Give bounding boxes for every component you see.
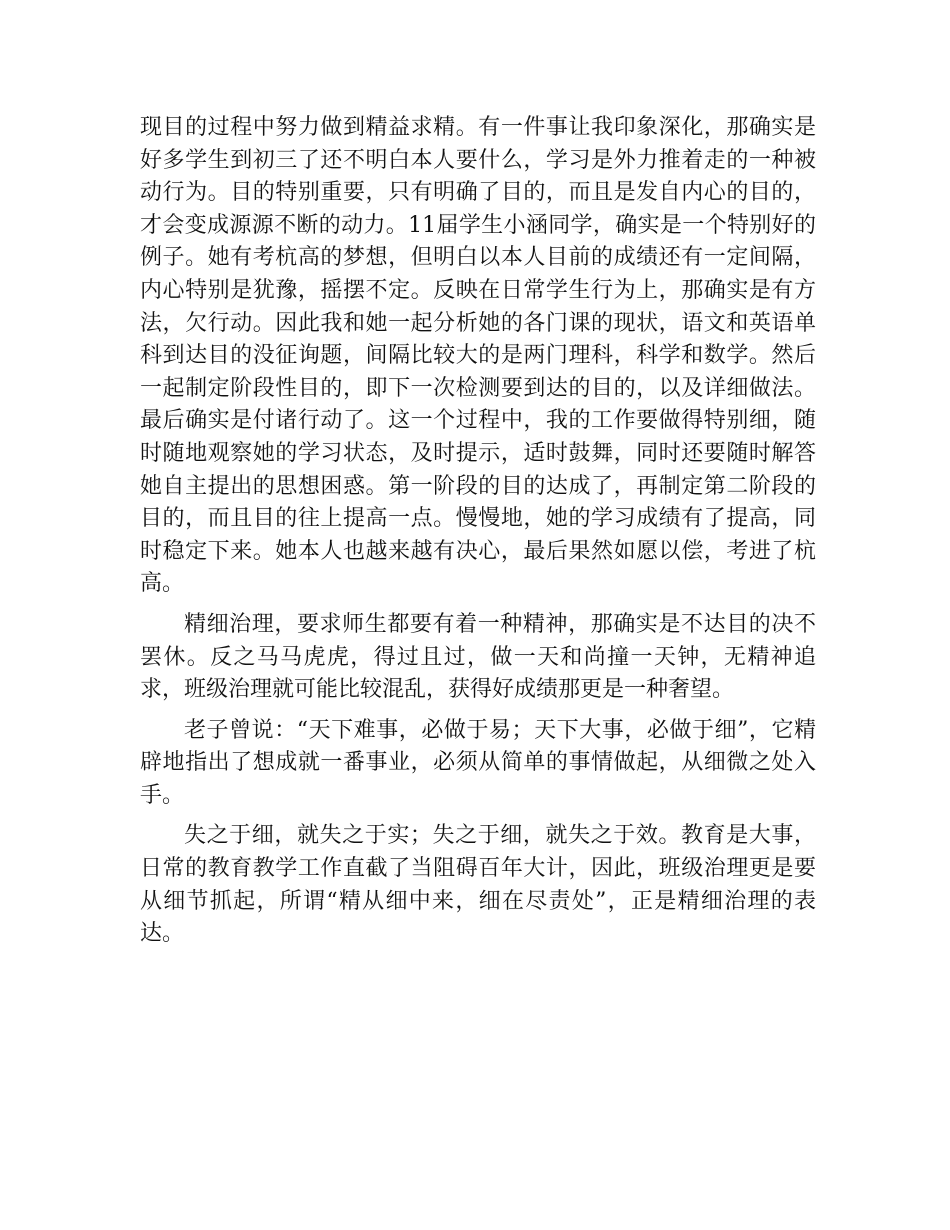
paragraph-conclusion: 失之于细，就失之于实；失之于细，就失之于效。教育是大事，日常的教育教学工作直截了当阻碍百年大计，因此，班级治理更是要从细节抓起，所谓“精从细中来，细在尽责处”，正是精细治理的表达。: [140, 823, 816, 947]
paragraph-laozi-quote: 老子曾说：“天下难事，必做于易；天下大事，必做于细”，它精辟地指出了想成就一番事业，必须从简单的事情做起，从细微之处入手。: [140, 717, 816, 808]
paragraph-continued: 现目的过程中努力做到精益求精。有一件事让我印象深化，那确实是好多学生到初三了还不明白本人要什么，学习是外力推着走的一种被动行为。目的特别重要，只有明确了目的，而且是发自内心的目的，才会变成源源不断的动力。11届学生小涵同学，确实是一个特别好的例子。她有考杭高的梦想，但明白以本人目前的成绩还有一定间隔，内心特别是犹豫，摇摆不定。反映在日常学生行为上，那确实是有方法，欠行动。因此我和她一起分析她的各门课的现状，语文和英语单科到达目的没征询题，间隔比较大的是两门理科，科学和数学。然后一起制定阶段性目的，即下一次检测要到达的目的，以及详细做法。最后确实是付诸行动了。这一个过程中，我的工作要做得特别细，随时随地观察她的学习状态，及时提示，适时鼓舞，同时还要随时解答她自主提出的思想困惑。第一阶段的目的达成了，再制定第二阶段的目的，而且目的往上提高一点。慢慢地，她的学习成绩有了提高，同时稳定下来。她本人也越来越有决心，最后果然如愿以偿，考进了杭高。: [140, 115, 816, 597]
paragraph-fine-management: 精细治理，要求师生都要有着一种精神，那确实是不达目的决不罢休。反之马马虎虎，得过且过，做一天和尚撞一天钟，无精神追求，班级治理就可能比较混乱，获得好成绩那更是一种奢望。: [140, 611, 816, 703]
document-page: [140, 112, 816, 959]
